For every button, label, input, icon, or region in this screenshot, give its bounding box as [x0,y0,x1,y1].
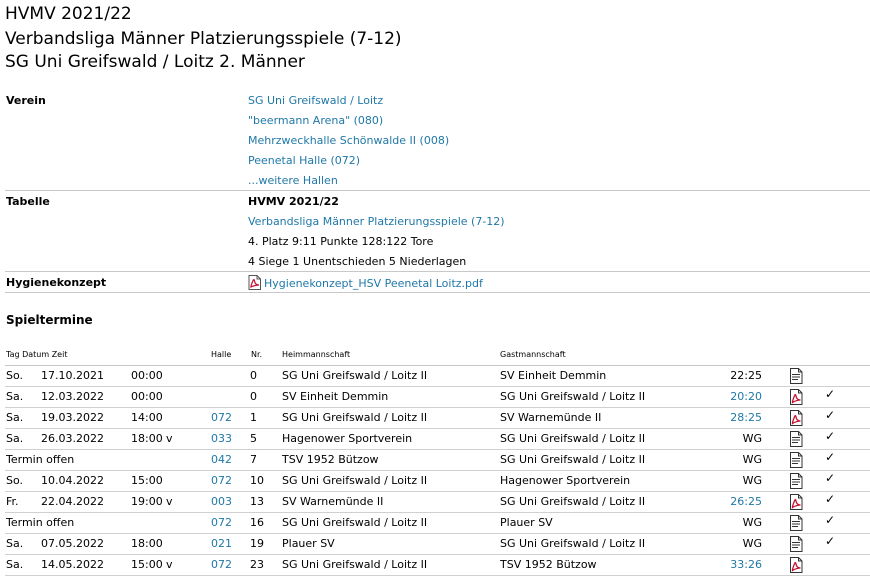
hygiene-file-name[interactable]: Hygienekonzept_HSV Peenetal Loitz.pdf [264,277,483,290]
cell-home-team: SG Uni Greifswald / Loitz II [282,516,428,529]
cell-halle-link[interactable]: 072 [211,411,232,424]
report-doc-icon[interactable] [789,494,803,510]
check-icon: ✓ [825,492,836,506]
cell-time: 15:00 [131,474,163,487]
report-doc-icon[interactable] [789,431,803,447]
cell-day: Sa. [6,558,24,571]
cell-flag: v [166,558,173,571]
table-row [5,366,870,387]
cell-home-team: TSV 1952 Bützow [282,453,379,466]
cell-day: So. [6,369,24,382]
hygiene-label: Hygienekonzept [6,276,107,289]
cell-result: WG [742,432,762,445]
cell-guest-team: SG Uni Greifswald / Loitz II [500,432,646,445]
table-row [5,387,870,408]
cell-guest-team: SG Uni Greifswald / Loitz II [500,537,646,550]
col-header-nr: Nr. [251,350,263,359]
cell-result-link[interactable]: 28:25 [730,411,762,424]
team-title: SG Uni Greifswald / Loitz 2. Männer [5,52,305,72]
cell-halle-link[interactable]: 021 [211,537,232,550]
table-row [5,471,870,492]
check-icon: ✓ [825,450,836,464]
report-doc-icon[interactable] [789,389,803,405]
cell-nr: 16 [250,516,264,529]
cell-guest-team: SG Uni Greifswald / Loitz II [500,390,646,403]
cell-day: Sa. [6,390,24,403]
tabelle-league-link[interactable]: Verbandsliga Männer Platzierungsspiele (7-12) [248,215,505,228]
table-row [5,555,870,576]
table-row [5,513,870,534]
col-header-gast: Gastmannschaft [500,350,566,359]
cell-home-team: SG Uni Greifswald / Loitz II [282,474,428,487]
cell-flag: v [166,432,173,445]
cell-nr: 10 [250,474,264,487]
cell-result: WG [742,537,762,550]
cell-result: WG [742,453,762,466]
cell-nr: 23 [250,558,264,571]
check-icon: ✓ [825,534,836,548]
tabelle-standing: 4. Platz 9:11 Punkte 128:122 Tore [248,235,434,248]
check-icon: ✓ [825,471,836,485]
cell-date: 26.03.2022 [41,432,104,445]
cell-home-team: SV Einheit Demmin [282,390,389,403]
cell-time: 00:00 [131,369,163,382]
cell-guest-team: SV Einheit Demmin [500,369,607,382]
cell-day: Fr. [6,495,19,508]
report-doc-icon[interactable] [789,536,803,552]
cell-result: WG [742,516,762,529]
report-doc-icon[interactable] [789,473,803,489]
col-header-heim: Heimmannschaft [282,350,351,359]
hall-link-beermann-arena[interactable]: "beermann Arena" (080) [248,114,384,127]
check-icon: ✓ [825,408,836,422]
col-header-halle: Halle [211,350,232,359]
cell-time: 00:00 [131,390,163,403]
check-icon: ✓ [825,513,836,527]
cell-day: Sa. [6,537,24,550]
cell-day: Termin offen [6,453,75,466]
cell-home-team: SG Uni Greifswald / Loitz II [282,369,428,382]
cell-guest-team: Hagenower Sportverein [500,474,631,487]
cell-halle-link[interactable]: 072 [211,558,232,571]
league-title: Verbandsliga Männer Platzierungsspiele (7-12) [5,29,402,49]
cell-date: 12.03.2022 [41,390,104,403]
divider [5,271,870,272]
cell-date: 17.10.2021 [41,369,104,382]
page-title: HVMV 2021/22 [5,4,132,24]
cell-guest-team: Plauer SV [500,516,553,529]
report-doc-icon[interactable] [789,368,803,384]
cell-day: Termin offen [6,516,75,529]
cell-halle-link[interactable]: 033 [211,432,232,445]
table-row [5,534,870,555]
tabelle-label: Tabelle [6,195,50,208]
cell-guest-team: SV Warnemünde II [500,411,602,424]
cell-date: 22.04.2022 [41,495,104,508]
cell-home-team: SV Warnemünde II [282,495,384,508]
cell-guest-team: TSV 1952 Bützow [500,558,597,571]
cell-home-team: SG Uni Greifswald / Loitz II [282,411,428,424]
hygiene-pdf-link[interactable] [248,275,483,290]
cell-halle-link[interactable]: 072 [211,516,232,529]
tabelle-season: HVMV 2021/22 [248,195,339,208]
divider [5,292,870,293]
row-divider [5,575,870,576]
report-doc-icon[interactable] [789,515,803,531]
hall-link-peenetal[interactable]: Peenetal Halle (072) [248,154,361,167]
cell-day: Sa. [6,432,24,445]
cell-home-team: SG Uni Greifswald / Loitz II [282,558,428,571]
divider [5,190,870,191]
cell-time: 18:00 [131,537,163,550]
cell-halle-link[interactable]: 042 [211,453,232,466]
table-row [5,492,870,513]
table-row [5,429,870,450]
verein-label: Verein [6,94,46,107]
col-header-date: Tag Datum Zeit [6,350,68,359]
cell-result-link[interactable]: 20:20 [730,390,762,403]
check-icon: ✓ [825,387,836,401]
cell-date: 10.04.2022 [41,474,104,487]
tabelle-record: 4 Siege 1 Unentschieden 5 Niederlagen [248,255,467,268]
cell-date: 14.05.2022 [41,558,104,571]
cell-nr: 7 [250,453,257,466]
report-doc-icon[interactable] [789,557,803,573]
cell-result-link[interactable]: 26:25 [730,495,762,508]
cell-nr: 19 [250,537,264,550]
cell-date: 07.05.2022 [41,537,104,550]
more-halls-link[interactable]: ...weitere Hallen [248,174,338,187]
cell-nr: 0 [250,369,257,382]
cell-nr: 0 [250,390,257,403]
check-icon: ✓ [825,429,836,443]
pdf-icon [248,275,261,290]
cell-home-team: Hagenower Sportverein [282,432,413,445]
cell-result: 22:25 [730,369,762,382]
cell-nr: 5 [250,432,257,445]
cell-time: 18:00 [131,432,163,445]
schedule-title: Spieltermine [6,313,93,327]
report-doc-icon[interactable] [789,410,803,426]
cell-flag: v [166,495,173,508]
cell-date: 19.03.2022 [41,411,104,424]
report-doc-icon[interactable] [789,452,803,468]
cell-day: Sa. [6,411,24,424]
cell-halle-link[interactable]: 003 [211,495,232,508]
cell-day: So. [6,474,24,487]
table-row [5,450,870,471]
cell-nr: 1 [250,411,257,424]
verein-link[interactable]: SG Uni Greifswald / Loitz [248,94,384,107]
cell-guest-team: SG Uni Greifswald / Loitz II [500,495,646,508]
cell-nr: 13 [250,495,264,508]
cell-time: 19:00 [131,495,163,508]
table-row [5,408,870,429]
cell-result: WG [742,474,762,487]
cell-time: 15:00 [131,558,163,571]
cell-guest-team: SG Uni Greifswald / Loitz II [500,453,646,466]
cell-home-team: Plauer SV [282,537,335,550]
cell-result-link[interactable]: 33:26 [730,558,762,571]
hall-link-schoenwalde[interactable]: Mehrzweckhalle Schönwalde II (008) [248,134,450,147]
cell-time: 14:00 [131,411,163,424]
cell-halle-link[interactable]: 072 [211,474,232,487]
